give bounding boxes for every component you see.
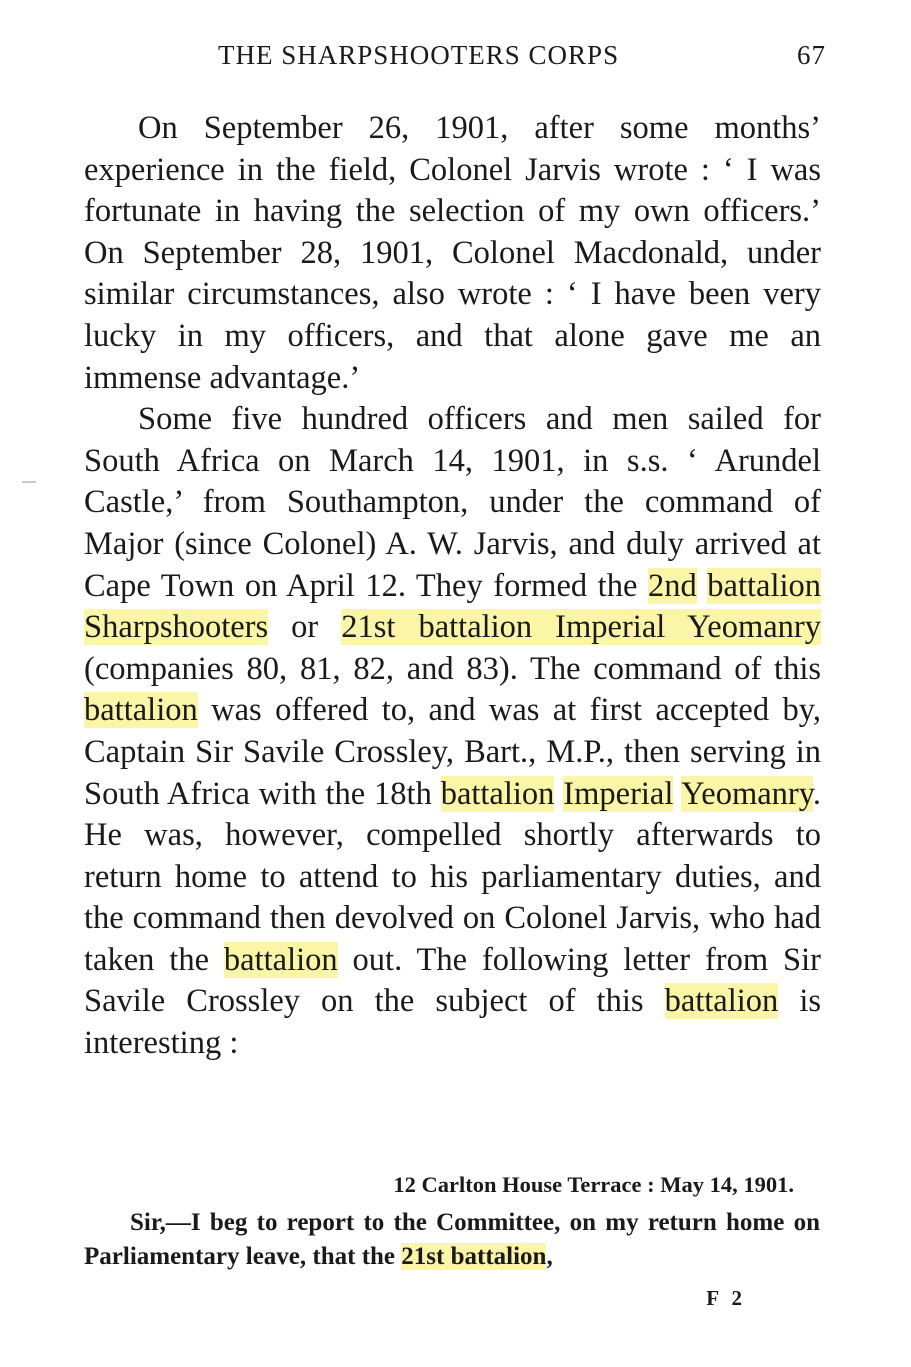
highlighted-term: battalion	[440, 775, 555, 812]
highlighted-term: battalion	[664, 983, 779, 1020]
text-run: (companies 80, 81, 82, and 83). The command of this	[84, 650, 821, 687]
highlighted-term: battalion	[707, 567, 821, 604]
letter-opening	[84, 1206, 820, 1274]
highlighted-term: 21st battalion Imperial Yeomanry	[341, 609, 821, 646]
page-number: 67	[797, 40, 826, 70]
highlighted-term: Sharpshooters	[84, 609, 269, 646]
highlighted-term: Yeomanry	[681, 775, 813, 812]
letter-text	[84, 1206, 820, 1274]
text-run	[554, 776, 563, 812]
body-text	[84, 108, 821, 1065]
text-run: out. The following letter from Sir Savile Crossley on the subject of this	[84, 941, 821, 1020]
signature-mark: F 2	[706, 1286, 746, 1310]
text-run: was offered to, and was at first accepted by, Captain Sir Savile Crossley, Bart., M.P., then serving in South Africa with the 18th	[84, 692, 821, 812]
text-run: Sir,—I beg to report to the Committee, on my return home on Parliamentary leave, that the	[84, 1209, 820, 1270]
text-run: On September 26, 1901, after some months’ experience in the field, Colonel Jarvis wrote : ‘ I was fortunate in having the selection of my own officers.’ On September 28, 1901, Colonel Macdonald, under similar circumstances, also wrote : ‘ I have been very lucky in my officers, and that alone gave me an immense advantage.’	[84, 110, 821, 396]
highlighted-term: battalion	[223, 941, 338, 978]
highlighted-term: Imperial	[563, 775, 674, 812]
text-run: Some five hundred officers and men sailed for South Africa on March 14, 1901, in s.s. ‘ Arundel Castle,’ from Southampton, under the command of Major (since Colonel) A. W. Jarvis, and duly arrived at Cape Town on April 12. They formed the	[84, 401, 821, 604]
scan-speck	[22, 481, 36, 483]
highlighted-term: 2nd	[647, 567, 697, 604]
text-run	[697, 568, 708, 604]
text-run: ,	[546, 1243, 553, 1270]
text-run: is interesting :	[84, 983, 821, 1062]
running-head	[84, 40, 826, 76]
text-run: or	[268, 609, 342, 646]
highlighted-term: 21st battalion	[401, 1243, 547, 1270]
letter-heading: 12 Carlton House Terrace : May 14, 1901.	[393, 1172, 794, 1197]
paragraph-colonel-letters	[84, 108, 821, 399]
highlighted-term: battalion	[84, 692, 198, 729]
text-run	[673, 776, 681, 812]
text-run: . He was, however, compelled shortly afterwards to return home to attend to his parliamentary duties, and the command then devolved on Colonel Jarvis, who had taken the	[84, 775, 821, 978]
running-title: THE SHARPSHOOTERS CORPS	[218, 40, 620, 70]
paragraph-battalion-history	[84, 399, 821, 1065]
